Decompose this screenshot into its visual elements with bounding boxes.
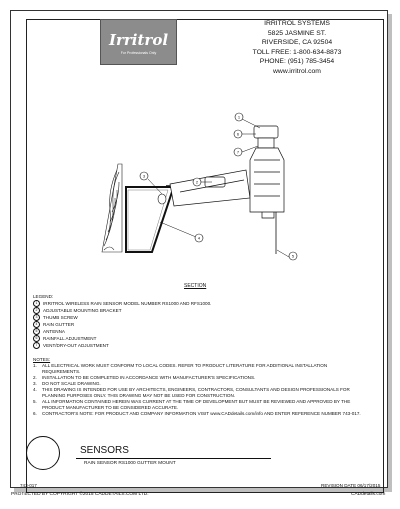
note-number: 6. bbox=[33, 411, 37, 416]
notes-heading: NOTES: bbox=[33, 357, 51, 362]
legend-item bbox=[33, 300, 211, 307]
revision-date: REVISION DATE 06/17/2015 bbox=[321, 483, 381, 488]
legend-number: 7 bbox=[33, 342, 40, 349]
title-circle bbox=[26, 436, 60, 470]
note-text: ALL ELECTRICAL WORK MUST CONFORM TO LOCAL CODES. REFER TO PRODUCT LITERATURE FOR ADDITIONAL INSTALLATION REQUIREMENTS. bbox=[42, 363, 328, 374]
drawing-title: SENSORS bbox=[80, 445, 129, 456]
legend-text: VENT/DRY-OUT ADJUSTMENT bbox=[43, 342, 109, 348]
legend-item bbox=[33, 342, 211, 349]
legend-item bbox=[33, 307, 211, 314]
company-city: RIVERSIDE, CA 92504 bbox=[261, 39, 333, 46]
callout-label: 5 bbox=[291, 253, 295, 259]
note-number: 3. bbox=[33, 381, 37, 386]
note-item bbox=[33, 387, 363, 399]
company-web: www.irritrol.com bbox=[273, 67, 321, 75]
legend-text: ANTENNA bbox=[43, 328, 65, 334]
legend-number: 2 bbox=[33, 307, 40, 314]
company-name: IRRITROL SYSTEMS bbox=[264, 20, 330, 27]
callout-label: 3 bbox=[142, 173, 146, 179]
note-number: 5. bbox=[33, 399, 37, 404]
note-text: CONTRACTOR'S NOTE: FOR PRODUCT AND COMPANY INFORMATION VISIT www.CADdetails.com/info AND ENTER REFERENCE NUMBER 743-017. bbox=[42, 411, 361, 416]
callout-label: 4 bbox=[197, 235, 201, 241]
legend-text: ADJUSTABLE MOUNTING BRACKET bbox=[43, 307, 122, 313]
note-text: ALL INFORMATION CONTAINED HEREIN WAS CURRENT AT THE TIME OF DEVELOPMENT BUT MUST BE REVIEWED AND APPROVED BY THE PRODUCT MANUFACTURER TO BE CONSIDERED ACCURATE. bbox=[42, 399, 351, 410]
legend-number: 4 bbox=[33, 321, 40, 328]
legend-item bbox=[33, 328, 211, 335]
logo-name: Irritrol bbox=[108, 31, 169, 49]
legend-number: 3 bbox=[33, 314, 40, 321]
thumb-screw bbox=[158, 194, 166, 204]
legend-number: 5 bbox=[33, 328, 40, 335]
legend-heading: LEGEND: bbox=[33, 294, 54, 299]
drawing-number: 743-017 bbox=[20, 483, 37, 488]
legend-number: 1 bbox=[33, 300, 40, 307]
note-number: 2. bbox=[33, 375, 37, 380]
callout-label: 2 bbox=[195, 179, 199, 185]
legend-item bbox=[33, 314, 211, 321]
callout-label: 1 bbox=[237, 114, 241, 120]
section-label: SECTION bbox=[184, 283, 207, 289]
legend-text: RAINFALL ADJUSTMENT bbox=[43, 335, 97, 341]
legend-text: RAIN GUTTER bbox=[43, 321, 75, 327]
legend-number: 6 bbox=[33, 335, 40, 342]
legend-text: THUMB SCREW bbox=[43, 314, 78, 320]
company-tollfree: TOLL FREE: 1-800-634-8873 bbox=[252, 48, 342, 56]
note-text: INSTALLATION TO BE COMPLETED IN ACCORDANCE WITH MANUFACTURER'S SPECIFICATIONS. bbox=[42, 375, 256, 380]
note-number: 1. bbox=[33, 363, 37, 368]
notes bbox=[33, 357, 363, 417]
rain-sensor-body bbox=[250, 126, 284, 218]
note-item bbox=[33, 411, 363, 417]
callout-label: 6 bbox=[236, 131, 240, 137]
callout-label: 7 bbox=[236, 149, 240, 155]
site-link[interactable]: CADdetails.com bbox=[351, 492, 386, 497]
legend-item bbox=[33, 321, 211, 328]
wood-fascia bbox=[102, 164, 122, 252]
note-number: 4. bbox=[33, 387, 37, 392]
logo-tagline: For Professionals Only bbox=[120, 51, 157, 55]
legend-item bbox=[33, 335, 211, 342]
note-item bbox=[33, 363, 363, 375]
note-text: THIS DRAWING IS INTENDED FOR USE BY ARCHITECTS, ENGINEERS, CONTRACTORS, CONSULTANTS AND DESIGN PROFESSIONALS FOR PLANNING PURPOSES ONLY. THIS DRAWING MAY NOT BE USED FOR CONSTRUCTION. bbox=[42, 387, 350, 398]
legend-text: IRRITROL WIRELESS RAIN SENSOR MODEL NUMBER RS1000 AND RFS1000. bbox=[43, 300, 212, 306]
drawing-subtitle: RAIN SENSOR RS1000 GUTTER MOUNT bbox=[84, 461, 176, 466]
title-rule bbox=[76, 458, 271, 459]
note-text: DO NOT SCALE DRAWING. bbox=[42, 381, 101, 386]
mounting-bracket bbox=[170, 170, 250, 206]
company-phone: PHONE: (951) 785-3454 bbox=[259, 58, 335, 65]
note-item bbox=[33, 399, 363, 411]
company-street: 5825 JASMINE ST. bbox=[267, 29, 327, 37]
copyright-notice: PROTECTED BY COPYRIGHT ©2015 CADDETAILS.COM LTD. bbox=[11, 492, 149, 497]
legend bbox=[33, 294, 211, 349]
